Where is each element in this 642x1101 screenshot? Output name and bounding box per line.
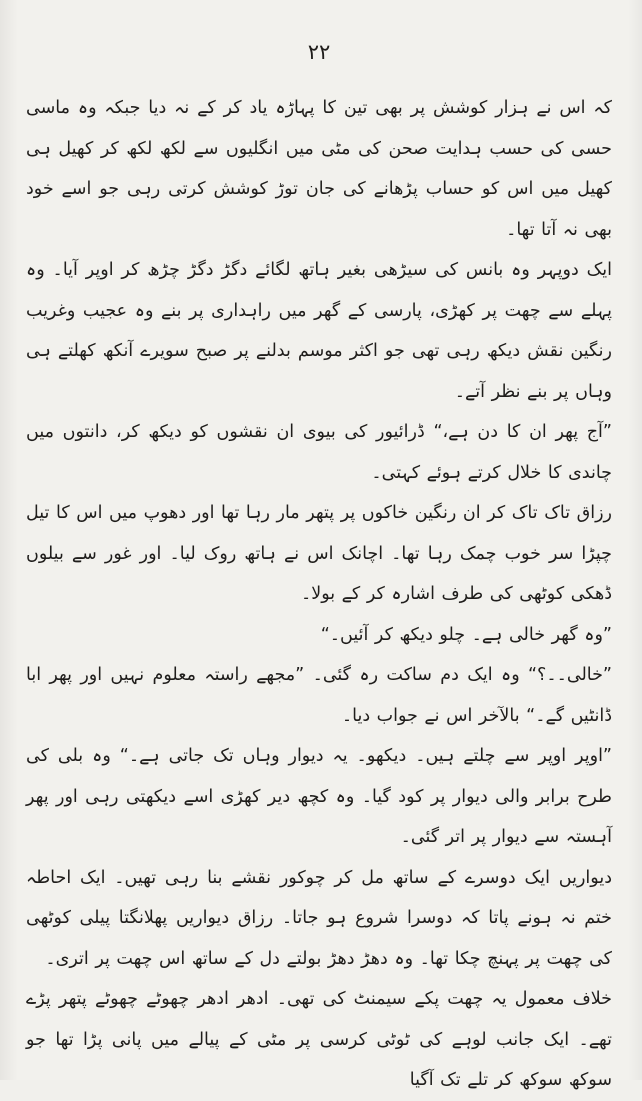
page-body-text <box>26 88 612 1101</box>
paragraph-9: خلاف معمول یہ چھت پکے سیمنٹ کی تھی۔ ادھر ادھر چھوٹے چھوٹے پتھر پڑے تھے۔ ایک جانب لوہے کی ٹوٹی کرسی پر مٹی کے پیالے میں پانی پڑا تھا جو سوکھ سوکھ کر تلے تک آگیا <box>26 989 612 1090</box>
paragraph-8: دیواریں ایک دوسرے کے ساتھ مل کر چوکور نقشے بنا رہی تھیں۔ ایک احاطہ ختم نہ ہونے پاتا کہ دوسرا شروع ہو جاتا۔ رزاق دیواریں پھلانگتا پیلی کوٹھی کی چھت پر پہنچ چکا تھا۔ وہ دھڑ دھڑ بولتے دل کے ساتھ اس چھت پر اتری۔ <box>26 867 612 969</box>
paragraph-2: ایک دوپہر وہ بانس کی سیڑھی بغیر ہاتھ لگائے دگڑ دگڑ چڑھ کر اوپر آیا۔ وہ پہلے سے چھت پر کھڑی، پارسی کے گھر میں راہداری پر بنے وہ عجیب وغریب رنگین نقش دیکھ رہی تھی جو اکثر موسم بدلنے پر صبح سویرے آنکھ کھلتے ہی وہاں پر بنے نظر آتے۔ <box>26 260 612 402</box>
paragraph-6: ”خالی۔۔؟“ وہ ایک دم ساکت رہ گئی۔ ”مجھے راستہ معلوم نہیں اور پھر ابا ڈانٹیں گے۔“ بالآخر اس نے جواب دیا۔ <box>26 665 612 726</box>
page-number: ۲۲ <box>307 40 331 64</box>
paragraph-1: کہ اس نے ہزار کوشش پر بھی تین کا پہاڑہ یاد کر کے نہ دیا جبکہ وہ ماسی حسی کی حسب ہدایت صحن کی مٹی میں انگلیوں سے لکھ لکھ کر کھیل ہی کھیل میں اس کو حساب پڑھانے کی جان توڑ کوشش کرتی رہی جو اسے خود بھی نہ آتا تھا۔ <box>26 98 612 240</box>
paragraph-7: ”اوپر اوپر سے چلتے ہیں۔ دیکھو۔ یہ دیوار وہاں تک جاتی ہے۔“ وہ بلی کی طرح برابر والی دیوار پر کود گیا۔ وہ کچھ دیر کھڑی اسے دیکھتی رہی اور پھر آہستہ سے دیوار پر اتر گئی۔ <box>26 746 612 847</box>
paragraph-4: رزاق تاک تاک کر ان رنگین خاکوں پر پتھر مار رہا تھا اور دھوپ میں اس کا تیل چپڑا سر خوب چمک رہا تھا۔ اچانک اس نے ہاتھ روک لیا۔ اور غور سے بیلوں ڈھکی کوٹھی کی طرف اشارہ کر کے بولا۔ <box>26 503 612 604</box>
paragraph-5: ”وہ گھر خالی ہے۔ چلو دیکھ کر آئیں۔“ <box>320 624 612 645</box>
paragraph-3: ”آج پھر ان کا دن ہے،“ ڈرائیور کی بیوی ان نقشوں کو دیکھ کر، دانتوں میں چاندی کا خلال کرتے ہوئے کہتی۔ <box>26 422 612 483</box>
